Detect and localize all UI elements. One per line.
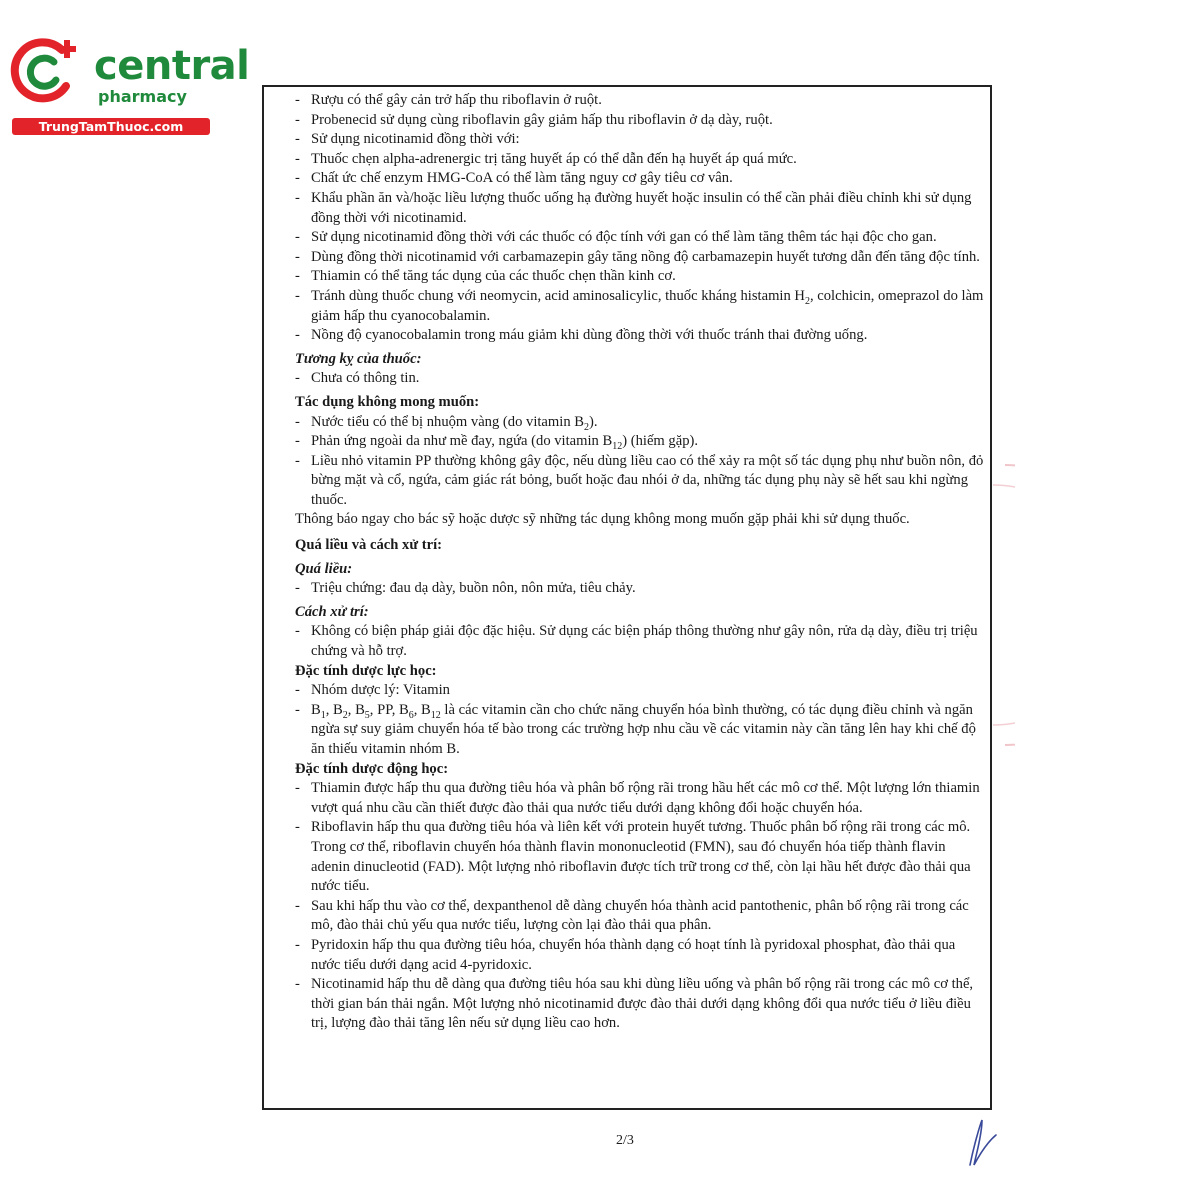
list-item: - Sử dụng nicotinamid đồng thời với: [295, 130, 985, 150]
separator: , [391, 701, 400, 718]
list-item: - Nhóm dược lý: Vitamin [295, 681, 985, 701]
subscript: 2 [804, 295, 810, 307]
item-text: B [333, 701, 343, 718]
logo-subtitle: pharmacy [98, 87, 187, 106]
list-item: - Chất ức chế enzym HMG-CoA có thể làm tăng nguy cơ gây tiêu cơ vân. [295, 169, 985, 189]
list-item: - Probenecid sử dụng cùng riboflavin gây giảm hấp thu riboflavin ở dạ dày, ruột. [295, 111, 985, 131]
item-text: ) (hiếm gặp). [622, 433, 699, 450]
item-text: B [311, 701, 321, 718]
item-text: B [399, 701, 409, 718]
separator: , [325, 701, 334, 718]
section-heading: Tương kỵ của thuốc: [295, 350, 422, 367]
paragraph: Thông báo ngay cho bác sỹ hoặc dược sỹ những tác dụng không mong muốn gặp phải khi sử dụng thuốc. [295, 511, 910, 528]
separator: , [413, 701, 422, 718]
page-number: 2/3 [616, 1133, 634, 1148]
subscript: 6 [408, 709, 414, 721]
central-logo-icon [10, 36, 80, 106]
section-heading: Đặc tính dược động học: [295, 760, 449, 777]
section-heading: Quá liều và cách xử trí: [295, 537, 442, 554]
subsection-heading: Cách xử trí: [295, 603, 369, 620]
document-content [295, 91, 985, 1034]
list-item: - Sử dụng nicotinamid đồng thời với các thuốc có độc tính với gan có thể làm tăng thêm tác hại độc cho gan. [295, 228, 985, 248]
pharmacy-logo[interactable] [10, 36, 250, 136]
list-item: - Nồng độ cyanocobalamin trong máu giảm khi dùng đồng thời với thuốc tránh thai đường uống. [295, 326, 985, 346]
item-text: PP [377, 701, 392, 718]
section-heading: Đặc tính dược lực học: [295, 662, 437, 679]
subsection-heading: Quá liều: [295, 560, 353, 577]
item-text: là các vitamin cần cho chức năng chuyển hóa bình thường, có tác dụng điều chỉnh và ngăn ngừa sự suy giảm chuyển hóa tế bào trong các trường hợp nhu cầu về các vitamin này cần tăng lên hay khi chế độ ăn thiếu vitamin nhóm B. [311, 701, 976, 757]
subscript: 2 [342, 709, 348, 721]
list-item: - Rượu có thể gây cản trở hấp thu riboflavin ở ruột. [295, 91, 985, 111]
list-item: - Nicotinamid hấp thu dễ dàng qua đường tiêu hóa sau khi dùng liều uống và phân bố rộng rãi trong các mô cơ thể, thời gian bán thải ngắn. Một lượng nhỏ nicotinamid được đào thải dưới dạng không đổi qua nước tiểu ở liều điều trị, lượng đào thải tăng lên nếu sử dụng liều cao hơn. [295, 975, 985, 1034]
list-item: - Chưa có thông tin. [295, 369, 985, 389]
list-item: - Liều nhỏ vitamin PP thường không gây độc, nếu dùng liều cao có thể xảy ra một số tác dụng phụ như buồn nôn, đỏ bừng mặt và cổ, ngứa, cảm giác rát bỏng, buốt hoặc đau nhói ở da, những tác dụng phụ này sẽ hết sau khi ngừng thuốc. [295, 452, 985, 511]
separator: , [347, 701, 356, 718]
list-item: - Triệu chứng: đau dạ dày, buồn nôn, nôn mửa, tiêu chảy. [295, 579, 985, 599]
item-text: Nước tiểu có thể bị nhuộm vàng (do vitamin B [311, 413, 584, 430]
list-item [295, 432, 985, 452]
item-text: B [421, 701, 431, 718]
signature-icon [962, 1115, 1002, 1170]
subscript: 5 [364, 709, 370, 721]
subscript: 1 [320, 709, 326, 721]
item-text: , colchicin, omeprazol do làm giảm hấp thu cyanocobalamin. [311, 287, 984, 324]
list-item: - Riboflavin hấp thu qua đường tiêu hóa và liên kết với protein huyết tương. Thuốc phân bố rộng rãi trong các mô. Trong cơ thể, riboflavin chuyển hóa thành flavin mononucleotid (FMN), sau đó chuyển hóa tiếp thành flavin adenin dinucleotid (FAD). Một lượng nhỏ riboflavin được tích trữ trong cơ thể, còn lại hầu hết được đào thải qua nước tiểu. [295, 818, 985, 896]
list-item: - Thiamin có thể tăng tác dụng của các thuốc chẹn thần kinh cơ. [295, 267, 985, 287]
stamp-icon [975, 455, 1015, 755]
list-item: - Pyridoxin hấp thu qua đường tiêu hóa, chuyển hóa thành dạng có hoạt tính là pyridoxal phosphat, đào thải qua nước tiểu dưới dạng acid 4-pyridoxic. [295, 936, 985, 975]
item-text: Phản ứng ngoài da như mề đay, ngứa (do vitamin B [311, 433, 613, 450]
item-text: Tránh dùng thuốc chung với neomycin, acid aminosalicylic, thuốc kháng histamin H [311, 287, 805, 304]
list-item [295, 413, 985, 433]
subscript: 12 [612, 441, 623, 452]
list-item: - Dùng đồng thời nicotinamid với carbamazepin gây tăng nồng độ carbamazepin huyết tương dẫn đến tăng độc tính. [295, 248, 985, 268]
list-item: - Không có biện pháp giải độc đặc hiệu. Sử dụng các biện pháp thông thường như gây nôn, rửa dạ dày, điều trị triệu chứng và hỗ trợ. [295, 622, 985, 661]
separator: , [369, 701, 378, 718]
subscript: 2 [584, 421, 589, 433]
list-item: - Sau khi hấp thu vào cơ thể, dexpanthenol dễ dàng chuyển hóa thành acid pantothenic, phân bố rộng rãi trong các mô, đào thải chủ yếu qua nước tiểu, lượng còn lại đào thải qua phân. [295, 897, 985, 936]
list-item [295, 701, 985, 760]
logo-url[interactable]: TrungTamThuoc.com [12, 118, 210, 135]
list-item: - Khẩu phần ăn và/hoặc liều lượng thuốc uống hạ đường huyết hoặc insulin có thể cần phải điều chỉnh khi sử dụng đồng thời với nicotinamid. [295, 189, 985, 228]
section-heading: Tác dụng không mong muốn: [295, 393, 480, 410]
list-item [295, 287, 985, 326]
subscript: 12 [430, 709, 441, 721]
item-text: B [355, 701, 365, 718]
item-text: ). [589, 413, 598, 430]
logo-name: central [94, 43, 250, 89]
list-item: - Thuốc chẹn alpha-adrenergic trị tăng huyết áp có thể dẫn đến hạ huyết áp quá mức. [295, 150, 985, 170]
list-item: - Thiamin được hấp thu qua đường tiêu hóa và phân bố rộng rãi trong hầu hết các mô cơ thể. Một lượng lớn thiamin vượt quá nhu cầu cần thiết được đào thải qua nước tiểu dưới dạng không đổi hoặc chuyển hóa. [295, 779, 985, 818]
